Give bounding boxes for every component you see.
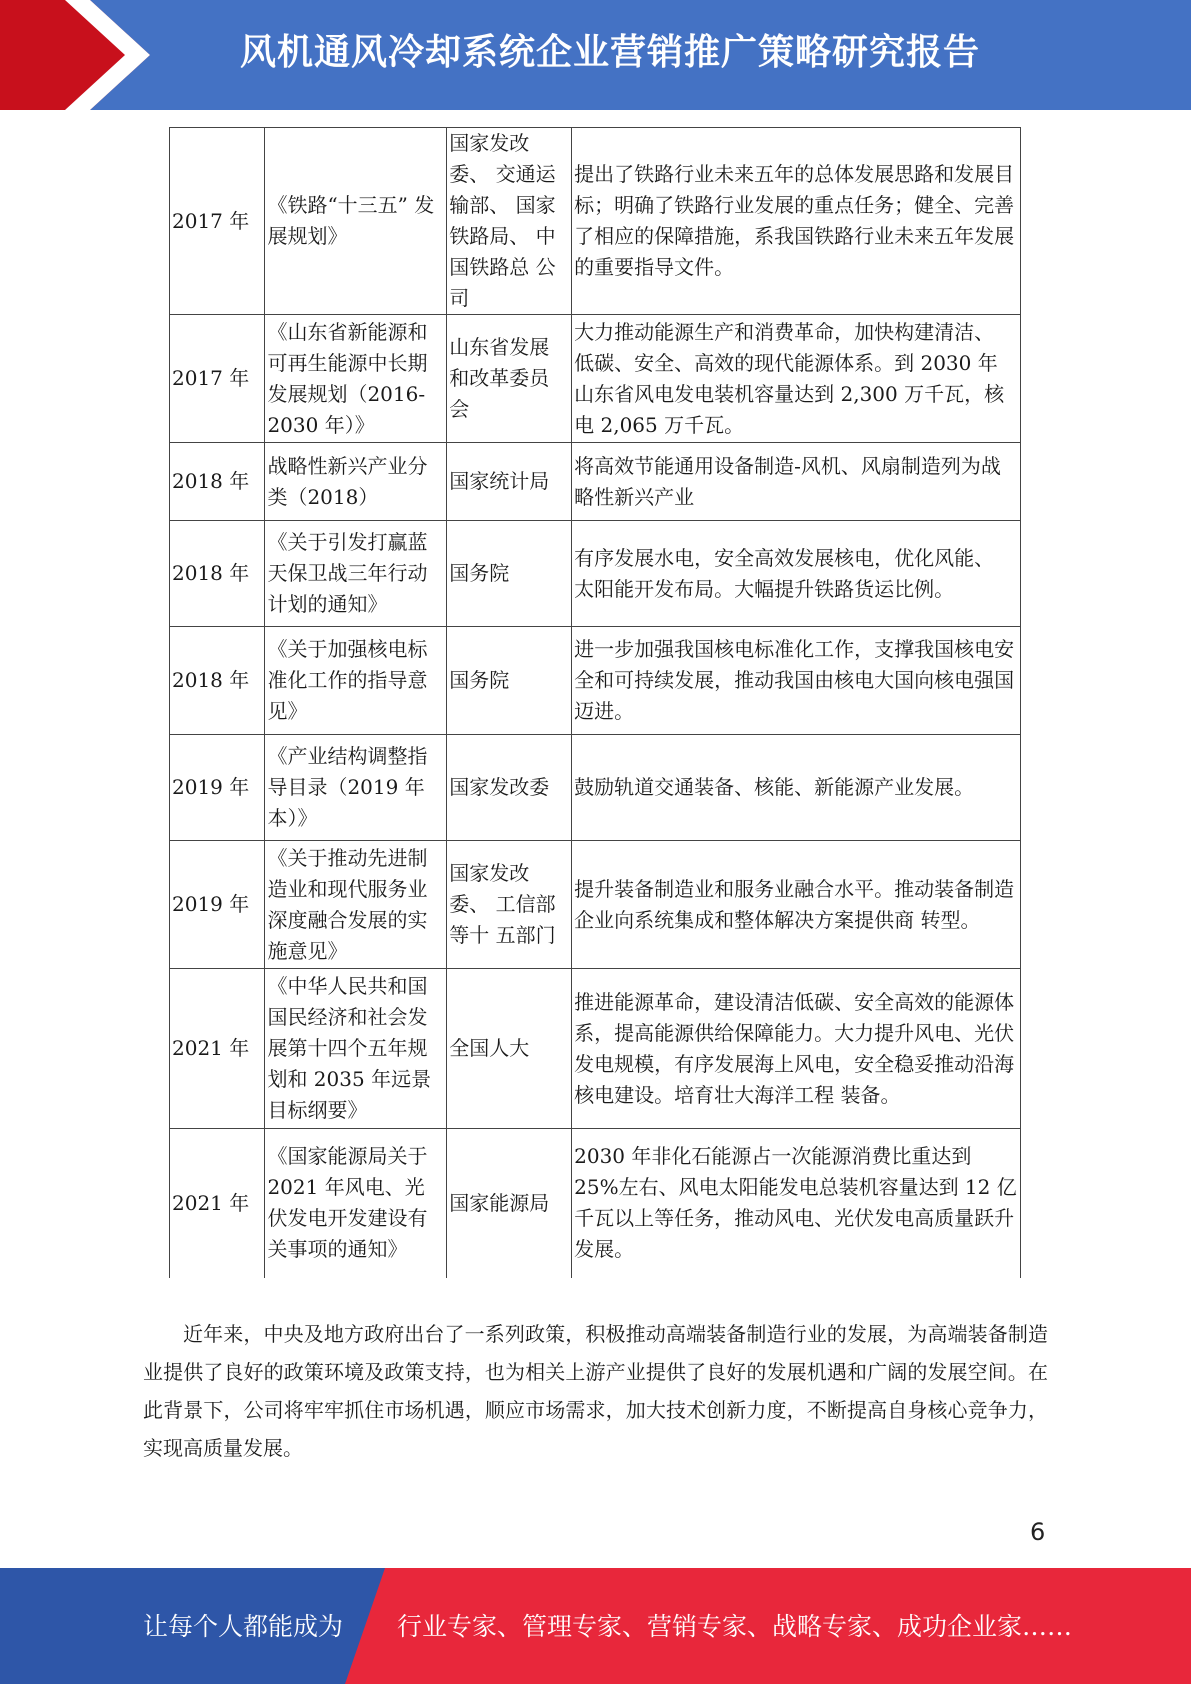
- document-cell: 《国家能源局关于 2021 年风电、光伏发电开发建设有关事项的通知》: [265, 1129, 447, 1278]
- year-cell: 2019 年: [170, 735, 265, 841]
- description-cell: 大力推动能源生产和消费革命，加快构建清洁、 低碳、安全、高效的现代能源体系。到 2030 年 山东省风电发电装机容量达到 2,300 万千瓦，核 电 2,065 万千瓦。: [572, 315, 1021, 443]
- description-cell: 提出了铁路行业未来五年的总体发展思路和发展目标；明确了铁路行业发展的重点任务；健全、完善了相应的保障措施，系我国铁路行业未来五年发展的重要指导文件。: [572, 128, 1021, 315]
- table-row: [170, 735, 1021, 841]
- table-row: [170, 521, 1021, 627]
- table-row: [170, 969, 1021, 1129]
- year-cell: 2018 年: [170, 627, 265, 735]
- footer-slogan-left: 让每个人都能成为: [143, 1612, 344, 1641]
- document-cell: 《产业结构调整指导目录（2019 年本）》: [265, 735, 447, 841]
- table-row: [170, 443, 1021, 521]
- description-cell: 2030 年非化石能源占一次能源消费比重达到 25%左右、风电太阳能发电总装机容量达到 12 亿千瓦以上等任务，推动风电、光伏发电高质量跃升发展。: [572, 1129, 1021, 1278]
- table-row: [170, 627, 1021, 735]
- department-cell: 国家发改委: [447, 735, 572, 841]
- description-cell: 将高效节能通用设备制造-风机、风扇制造列为战略性新兴产业: [572, 443, 1021, 521]
- department-cell: 国务院: [447, 627, 572, 735]
- page-header: [0, 0, 1191, 110]
- description-cell: 有序发展水电，安全高效发展核电，优化风能、 太阳能开发布局。大幅提升铁路货运比例。: [572, 521, 1021, 627]
- department-cell: 国家能源局: [447, 1129, 572, 1278]
- year-cell: 2018 年: [170, 521, 265, 627]
- report-title: 风机通风冷却系统企业营销推广策略研究报告: [240, 32, 981, 73]
- policy-table: [169, 127, 1021, 1278]
- department-cell: 国务院: [447, 521, 572, 627]
- year-cell: 2021 年: [170, 1129, 265, 1278]
- document-cell: 《关于加强核电标准化工作的指导意见》: [265, 627, 447, 735]
- description-cell: 鼓励轨道交通装备、核能、新能源产业发展。: [572, 735, 1021, 841]
- year-cell: 2019 年: [170, 841, 265, 969]
- document-cell: 战略性新兴产业分类（2018）: [265, 443, 447, 521]
- table-row: [170, 1129, 1021, 1278]
- department-cell: 国家统计局: [447, 443, 572, 521]
- department-cell: 全国人大: [447, 969, 572, 1129]
- table-row: [170, 315, 1021, 443]
- year-cell: 2018 年: [170, 443, 265, 521]
- document-cell: 《中华人民共和国国民经济和社会发展第十四个五年规划和 2035 年远景目标纲要》: [265, 969, 447, 1129]
- table-row: [170, 841, 1021, 969]
- document-cell: 《关于推动先进制造业和现代服务业深度融合发展的实施意见》: [265, 841, 447, 969]
- description-cell: 提升装备制造业和服务业融合水平。推动装备制造企业向系统集成和整体解决方案提供商 转型。: [572, 841, 1021, 969]
- year-cell: 2017 年: [170, 315, 265, 443]
- document-cell: 《铁路“十三五” 发展规划》: [265, 128, 447, 315]
- department-cell: 国家发改委、 工信部等十 五部门: [447, 841, 572, 969]
- department-cell: 国家发改委、 交通运输部、 国家铁路局、 中国铁路总 公司: [447, 128, 572, 315]
- department-cell: 山东省发展和改革委员会: [447, 315, 572, 443]
- year-cell: 2021 年: [170, 969, 265, 1129]
- document-cell: 《山东省新能源和可再生能源中长期发展规划（2016-2030 年）》: [265, 315, 447, 443]
- year-cell: 2017 年: [170, 128, 265, 315]
- document-cell: 《关于引发打赢蓝天保卫战三年行动计划的通知》: [265, 521, 447, 627]
- description-cell: 推进能源革命，建设清洁低碳、安全高效的能源体系，提高能源供给保障能力。大力提升风电、光伏发电规模，有序发展海上风电，安全稳妥推动沿海核电建设。培育壮大海洋工程 装备。: [572, 969, 1021, 1129]
- footer-slogan-right: 行业专家、管理专家、营销专家、战略专家、成功企业家……: [397, 1612, 1073, 1641]
- page-footer: [0, 1568, 1191, 1684]
- table-row: [170, 128, 1021, 315]
- page-number: 6: [1030, 1518, 1046, 1546]
- body-paragraph: 近年来，中央及地方政府出台了一系列政策，积极推动高端装备制造行业的发展，为高端装备制造业提供了良好的政策环境及政策支持，也为相关上游产业提供了良好的发展机遇和广阔的发展空间。在此背景下，公司将牢牢抓住市场机遇，顺应市场需求，加大技术创新力度，不断提高自身核心竞争力，实现高质量发展。: [143, 1322, 1048, 1460]
- description-cell: 进一步加强我国核电标准化工作，支撑我国核电安全和可持续发展，推动我国由核电大国向核电强国迈进。: [572, 627, 1021, 735]
